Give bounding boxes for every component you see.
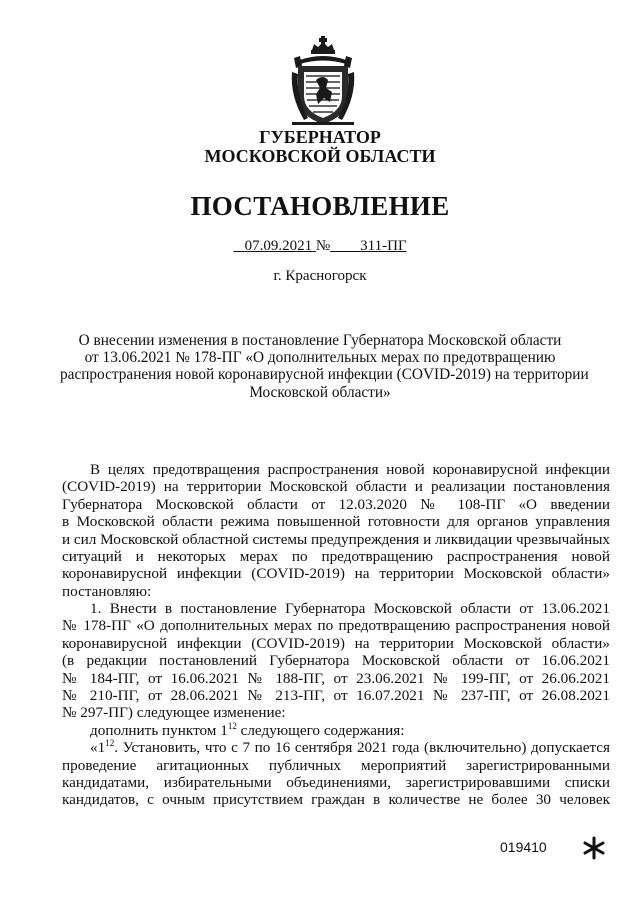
body-line: № 297-ПГ) следующее изменение:: [62, 704, 286, 722]
supplement-line: [62, 722, 610, 739]
new-point-text: . Установить, что с 7 по 16 сентября 2021 года (включительно) допускается: [114, 739, 610, 757]
new-point-open: «1: [90, 739, 106, 757]
body-line: постановляю:: [62, 582, 152, 600]
body-line: проведение агитационных публичных мероприятий зарегистрированными: [62, 756, 610, 774]
body-line: № 184-ПГ, от 16.06.2021 № 188-ПГ, от 23.06.2021 № 199-ПГ, от 26.06.2021: [62, 669, 610, 687]
body-line: В целях предотвращения распространения новой коронавирусной инфекции: [90, 461, 610, 478]
issuer-title-line2: МОСКОВСКОЙ ОБЛАСТИ: [204, 146, 436, 166]
coat-of-arms-emblem-icon: [290, 36, 356, 128]
body-line: коронавирусной инфекции (COVID-2019) на территории Московской области»: [62, 565, 610, 583]
place-of-issue: г. Красногорск: [273, 268, 367, 284]
supplement-text: дополнить пунктом 1: [90, 721, 228, 739]
body-line: (в редакции постановлений Губернатора Московской области от 16.06.2021: [62, 652, 610, 670]
document-subject: [60, 332, 589, 401]
form-serial-number: 019410: [500, 839, 547, 855]
asterisk-mark-icon: [582, 836, 606, 860]
point-superscript: 12: [227, 720, 237, 731]
subject-line: распространения новой коронавирусной инфекции (COVID-2019) на территории: [60, 366, 589, 384]
body-line: 1. Внести в постановление Губернатора Московской области от 13.06.2021: [90, 600, 610, 617]
body-line: и сил Московской областной системы предупреждения и ликвидации чрезвычайных: [62, 530, 610, 548]
body-line: кандидатов, с очным присутствием граждан в количестве не более 30 человек: [62, 791, 610, 809]
date-number-line: [0, 237, 640, 255]
body-line: кандидатами, избирательными объединениями, зарегистрировавшими списки: [62, 774, 610, 792]
preamble-paragraph: [62, 461, 610, 600]
body-line: (COVID-2019) на территории Московской области и реализации постановления: [62, 478, 610, 496]
document-number: 311-ПГ: [360, 238, 407, 254]
supplement-text-end: следующего содержания:: [236, 721, 405, 739]
number-sign: №: [315, 238, 331, 254]
body-line: в Московской области режима повышенной готовности для органов управления: [62, 513, 610, 531]
body-line: ситуаций и некоторых мерах по предотвращению распространения новой: [62, 548, 610, 566]
body-line: коронавирусной инфекции (COVID-2019) на территории Московской области»: [62, 634, 610, 652]
issuer-title-line1: ГУБЕРНАТОР: [259, 127, 381, 147]
item-1-paragraph: [62, 600, 610, 809]
subject-line: Московской области»: [249, 383, 391, 401]
page-footer: [500, 836, 620, 860]
new-point-first-line: [62, 739, 610, 756]
body-line: № 210-ПГ, от 28.06.2021 № 213-ПГ, от 16.07.2021 № 237-ПГ, от 26.08.2021: [62, 687, 610, 705]
body-line: Губернатора Московской области от 12.03.2020 № 108-ПГ «О введении: [62, 495, 610, 513]
document-type-title: ПОСТАНОВЛЕНИЕ: [190, 191, 450, 221]
document-date: 07.09.2021: [244, 238, 313, 254]
point-superscript: 12: [105, 739, 115, 749]
subject-line: от 13.06.2021 № 178-ПГ «О дополнительных мерах по предотвращению: [84, 349, 556, 367]
body-line: № 178-ПГ «О дополнительных мерах по предотвращению распространения новой: [62, 617, 610, 635]
subject-line: О внесении изменения в постановление Губернатора Московской области: [78, 332, 562, 349]
